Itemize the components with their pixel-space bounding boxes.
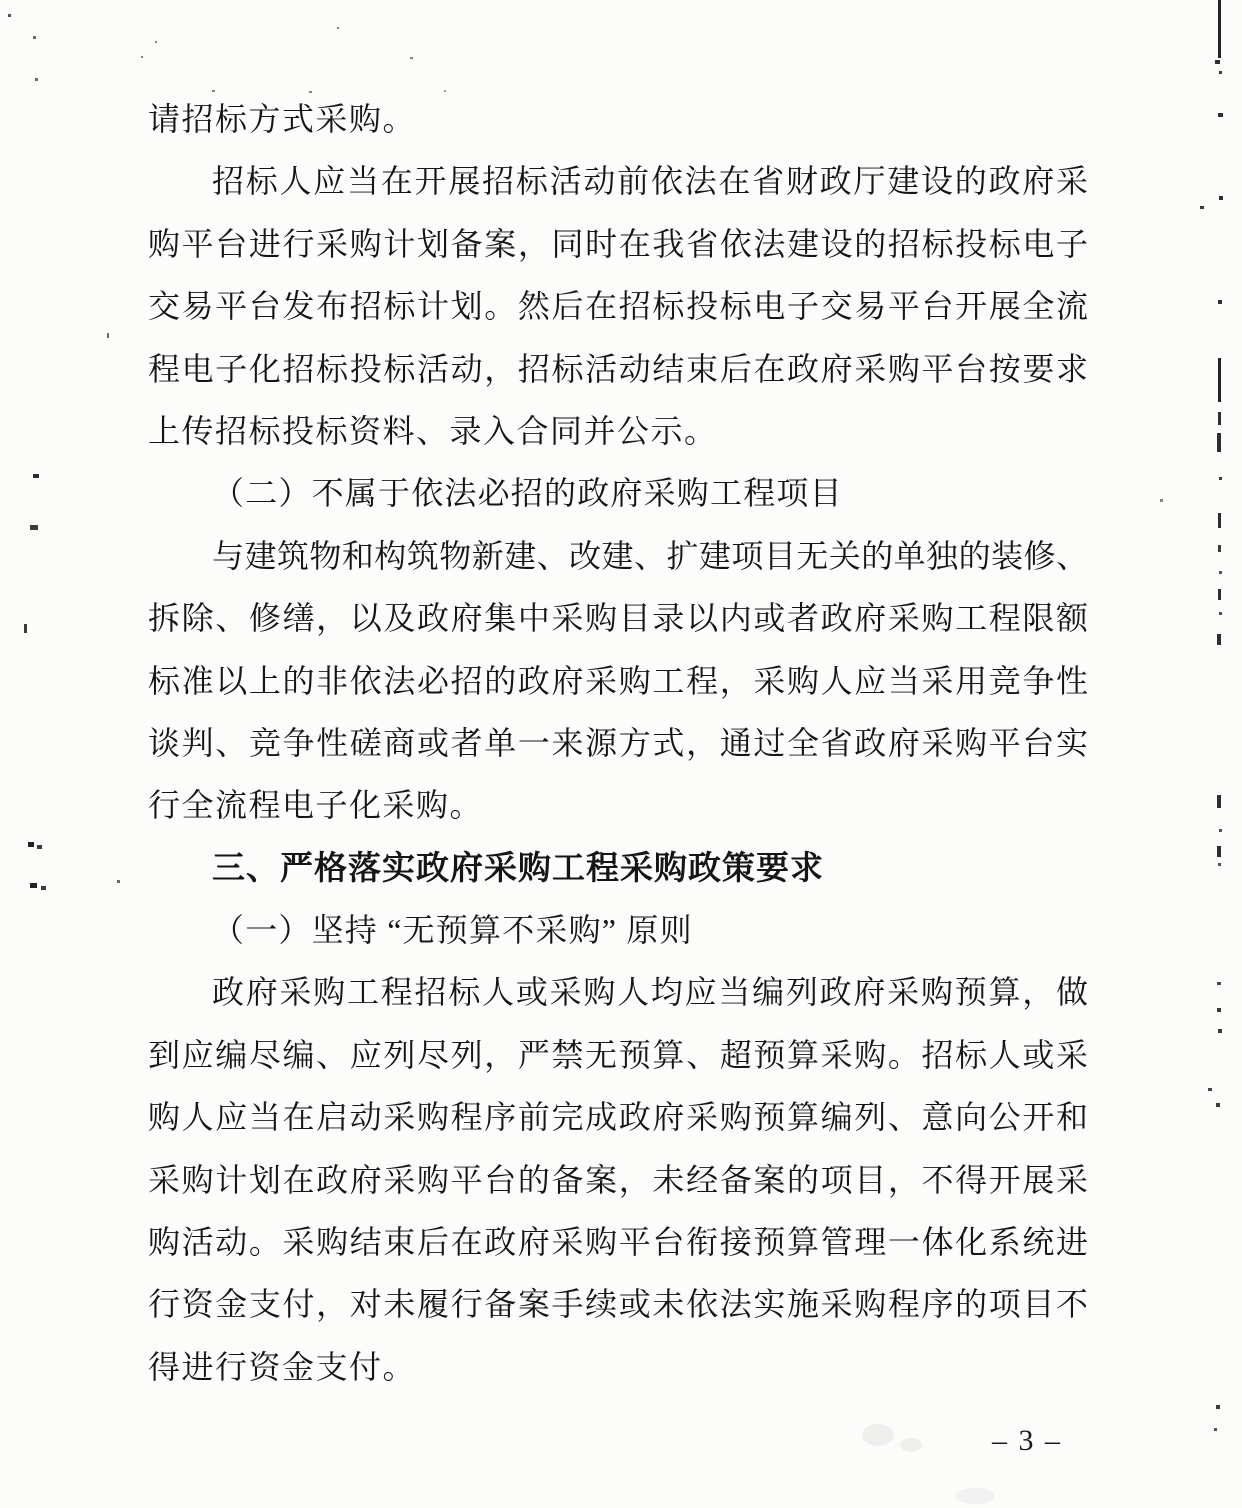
text-line: 标准以上的非依法必招的政府采购工程，采购人应当采用竞争性 [148,662,1088,699]
text-line: 拆除、修缮，以及政府集中采购目录以内或者政府采购工程限额 [148,600,1088,637]
scan-artifact [24,624,27,633]
scan-artifact [1219,829,1222,832]
scan-artifact [1219,71,1222,74]
text-line: 到应编尽编、应列尽列，严禁无预算、超预算采购。招标人或采 [148,1036,1088,1073]
scan-artifact [1160,499,1163,502]
scan-artifact [1218,589,1221,600]
scan-artifact [30,525,38,530]
scan-artifact [1216,1103,1220,1107]
text-line: 购活动。采购结束后在政府采购平台衔接预算管理一体化系统进 [148,1224,1088,1261]
scan-artifact [37,845,42,849]
scan-smudge [955,1488,995,1504]
scan-artifact [337,27,339,29]
scan-artifact [1218,358,1221,402]
scan-artifact [1218,412,1221,425]
scan-smudge [862,1424,894,1446]
scan-artifact [1208,1088,1212,1091]
scan-artifact [35,78,38,81]
scan-artifact [33,474,39,478]
section-subheading: （二）不属于依法必招的政府采购工程项目 [212,475,843,512]
scan-artifact [107,333,109,338]
text-line: 谈判、竞争性磋商或者单一来源方式，通过全省政府采购平台实 [148,724,1088,761]
scan-artifact [8,14,11,17]
text-line: 请招标方式采购。 [148,101,417,137]
scan-artifact [1218,1029,1222,1033]
scan-artifact [1217,982,1221,985]
scan-artifact [1219,196,1223,200]
text-line: 交易平台发布招标计划。然后在招标投标电子交易平台开展全流 [148,288,1088,325]
scan-artifact [444,90,446,92]
scan-artifact [309,91,312,93]
scan-artifact [41,886,46,890]
page-number: – 3 – [992,1424,1062,1457]
text-line: 行资金支付，对未履行备案手续或未依法实施采购程序的项目不 [148,1286,1088,1323]
scan-artifact [117,880,120,883]
scan-artifact [1219,571,1222,574]
scan-artifact [1200,206,1204,209]
text-line: 程电子化招标投标活动，招标活动结束后在政府采购平台按要求 [148,350,1088,387]
section-subheading: （一）坚持 “无预算不采购” 原则 [212,912,693,949]
scan-artifact [212,90,215,92]
scan-artifact [1217,634,1221,645]
document-body [148,88,1088,1398]
scan-smudge [900,1438,922,1452]
scan-artifact [1217,846,1221,857]
section-heading: 三、严格落实政府采购工程采购政策要求 [212,848,824,886]
scan-artifact [1216,1405,1220,1409]
text-line: 上传招标投标资料、录入合同并公示。 [148,412,718,449]
text-line: 得进行资金支付。 [148,1348,417,1385]
scan-artifact [1218,863,1221,866]
text-line: 购人应当在启动采购程序前完成政府采购预算编列、意向公开和 [148,1099,1088,1136]
text-line: 招标人应当在开展招标活动前依法在省财政厅建设的政府采 [212,163,1088,200]
scan-artifact [33,36,36,39]
scan-artifact [1217,795,1221,808]
text-line: 采购计划在政府采购平台的备案，未经备案的项目，不得开展采 [148,1161,1088,1198]
scan-artifact [1217,433,1221,452]
text-line: 与建筑物和构筑物新建、改建、扩建项目无关的单独的装修、 [212,537,1088,574]
scan-artifact [1217,1008,1221,1012]
scan-artifact [1215,60,1220,64]
scan-artifact [1218,113,1223,117]
scan-artifact [1218,300,1222,304]
scan-artifact [1218,545,1221,552]
text-line: 行全流程电子化采购。 [148,787,484,824]
text-line: 政府采购工程招标人或采购人均应当编列政府采购预算，做 [212,974,1088,1011]
scan-artifact [1218,0,1221,58]
scan-artifact [30,883,37,888]
scan-artifact [1219,477,1222,480]
scan-artifact [141,56,143,58]
scan-artifact [1218,513,1221,528]
scan-artifact [1219,612,1222,615]
scan-artifact [410,57,413,59]
text-line: 购平台进行采购计划备案，同时在我省依法建设的招标投标电子 [148,225,1088,262]
scan-artifact [28,842,34,847]
scan-artifact [155,41,157,43]
scan-artifact [1214,1428,1217,1431]
